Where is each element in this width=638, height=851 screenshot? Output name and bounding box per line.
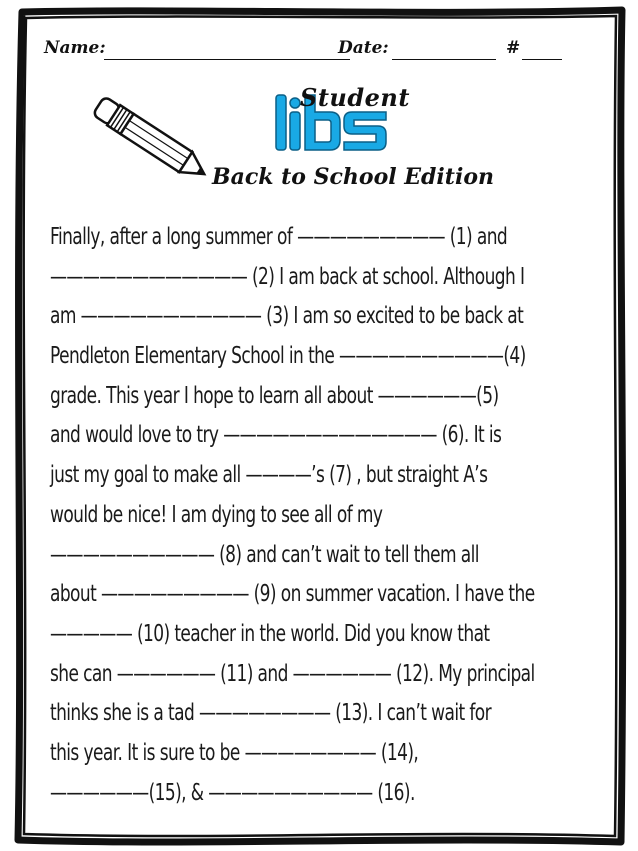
story-line: just my goal to make all ————’s (7) , but straight A’s: [50, 462, 488, 489]
name-label: Name:: [44, 38, 106, 58]
story-line: grade. This year I hope to learn all about ——————(5): [50, 382, 499, 409]
story-line: would be nice! I am dying to see all of my: [50, 501, 383, 528]
story-line: she can —————— (11) and —————— (12). My principal: [50, 660, 535, 687]
story-line: about ————————— (9) on summer vacation. I have the: [50, 581, 535, 608]
story-line: thinks she is a tad ———————— (13). I can’t wait for: [50, 700, 492, 727]
number-label: #: [506, 38, 521, 58]
date-label: Date:: [338, 38, 389, 58]
story-line: and would love to try ————————————— (6). It is: [50, 422, 502, 449]
story-line: ——————(15), & —————————— (16).: [50, 779, 415, 806]
story-line: —————————— (8) and can’t wait to tell them all: [50, 541, 479, 568]
edition-subtitle: Back to School Edition: [212, 164, 494, 190]
pencil-icon: [92, 95, 211, 184]
story-line: Pendleton Elementary School in the ——————————(4): [50, 343, 526, 370]
story-line: am ——————————— (3) I am so excited to be back at: [50, 303, 524, 330]
story-line: ———————————— (2) I am back at school. Although I: [50, 263, 525, 290]
student-title: Student: [300, 83, 410, 112]
story-text: [50, 218, 598, 813]
story-line: ————— (10) teacher in the world. Did you know that: [50, 620, 490, 647]
story-line: Finally, after a long summer of ————————— (1) and: [50, 224, 508, 250]
story-line: this year. It is sure to be ———————— (14),: [50, 739, 419, 766]
